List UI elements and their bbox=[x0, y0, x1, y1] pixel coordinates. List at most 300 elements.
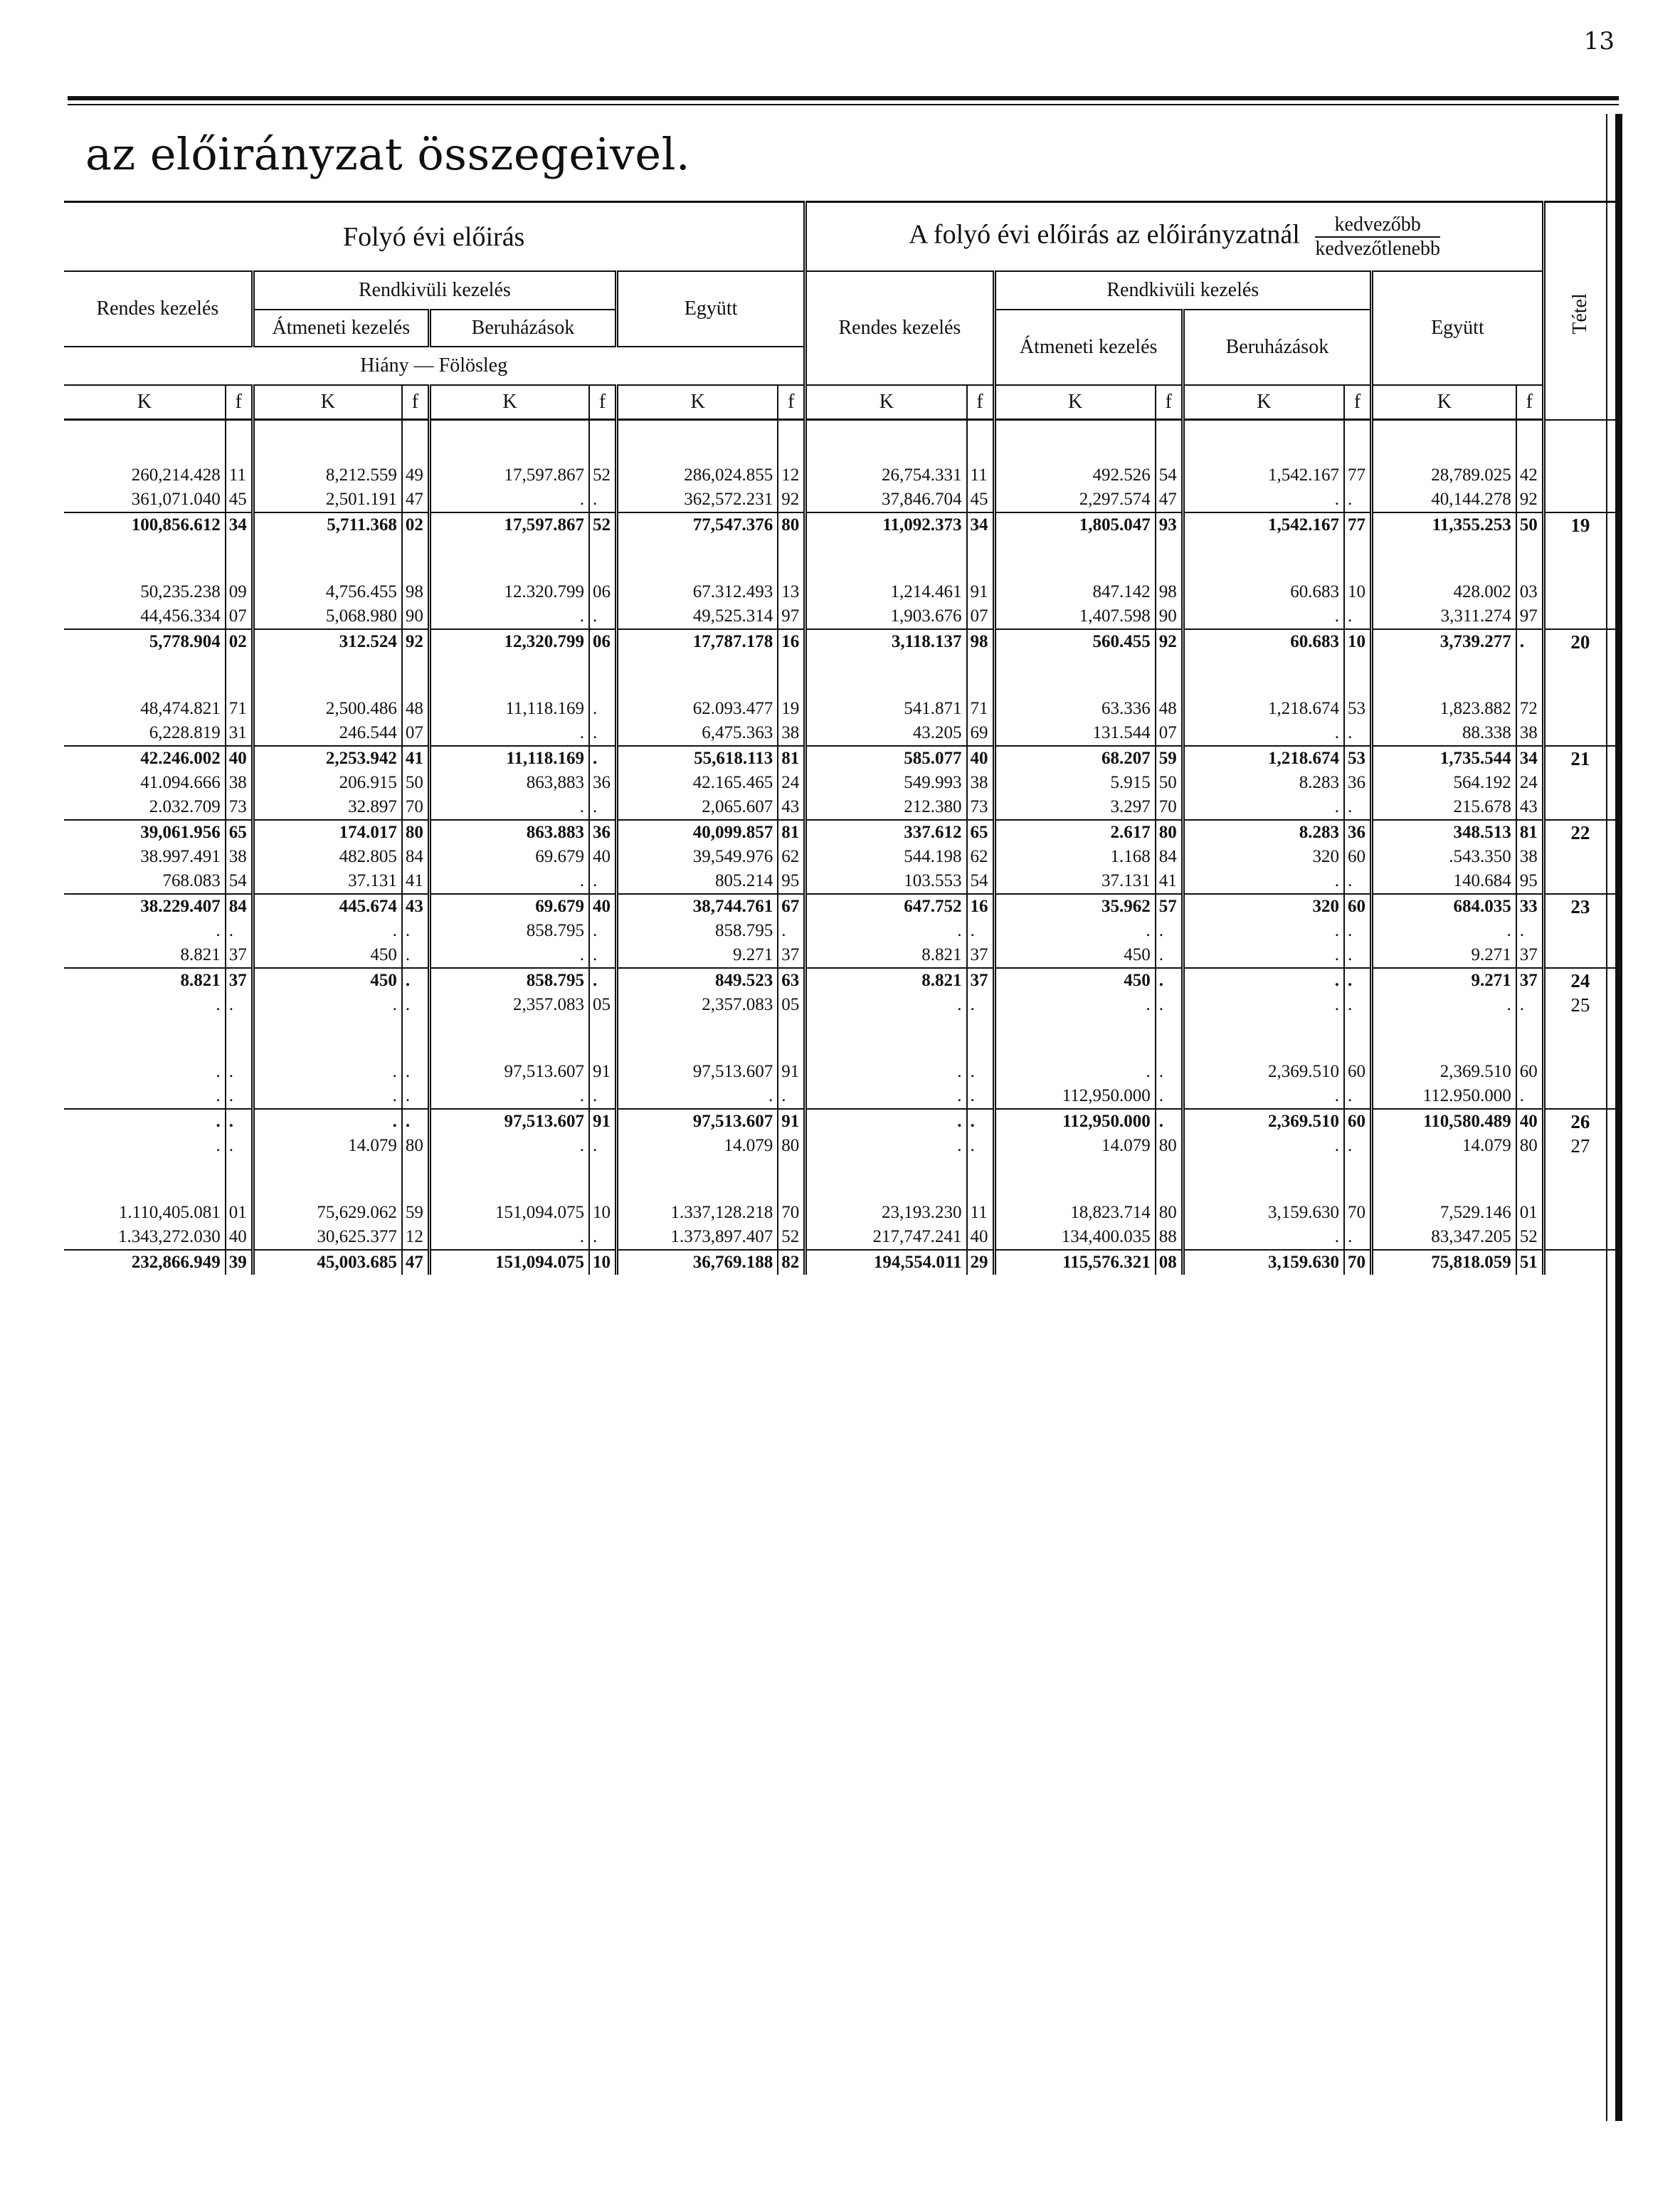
filler-cell: 48 bbox=[402, 697, 430, 721]
korona-cell: 103.553 bbox=[805, 869, 967, 894]
korona-cell: 8.821 bbox=[805, 968, 967, 993]
korona-cell: 112,950.000 bbox=[994, 1084, 1156, 1109]
korona-cell: 112.950.000 bbox=[1372, 1084, 1516, 1109]
filler-cell: 62 bbox=[778, 845, 805, 869]
filler-cell: 47 bbox=[402, 488, 430, 512]
korona-cell: 77,547.376 bbox=[617, 512, 778, 537]
korona-cell: 2,369.510 bbox=[1372, 1060, 1516, 1084]
korona-cell: 544.198 bbox=[805, 845, 967, 869]
korona-cell: 88.338 bbox=[1372, 721, 1516, 746]
unit-K: K bbox=[1183, 385, 1344, 420]
tetel-cell bbox=[1543, 488, 1615, 512]
korona-cell: 320 bbox=[1183, 845, 1344, 869]
spacer-cell bbox=[64, 654, 226, 697]
filler-cell: 54 bbox=[967, 869, 995, 894]
filler-cell: . bbox=[778, 919, 805, 943]
korona-cell: 8.821 bbox=[64, 968, 226, 993]
korona-cell: 8.821 bbox=[805, 943, 967, 968]
spacer-cell bbox=[967, 654, 995, 697]
filler-cell: 03 bbox=[1516, 580, 1544, 604]
korona-cell: 5,778.904 bbox=[64, 629, 226, 654]
total-row bbox=[64, 968, 1615, 993]
total-row bbox=[64, 629, 1615, 654]
spacer-cell bbox=[402, 537, 430, 580]
table-row bbox=[64, 869, 1615, 894]
filler-cell: . bbox=[402, 919, 430, 943]
filler-cell: 10 bbox=[589, 1201, 617, 1225]
spacer-cell bbox=[1543, 1017, 1615, 1060]
tetel-cell: 23 bbox=[1543, 894, 1615, 919]
filler-cell: . bbox=[967, 1109, 995, 1134]
korona-cell: 83,347.205 bbox=[1372, 1225, 1516, 1250]
table-row bbox=[64, 993, 1615, 1017]
spacer-cell bbox=[805, 1158, 967, 1201]
filler-cell: 80 bbox=[1516, 1134, 1544, 1158]
unit-K: K bbox=[805, 385, 967, 420]
korona-cell: 48,474.821 bbox=[140, 699, 221, 718]
spacer-cell bbox=[429, 420, 589, 464]
filler-cell: 63 bbox=[778, 968, 805, 993]
spacer-cell bbox=[226, 537, 253, 580]
spacer-cell bbox=[617, 654, 778, 697]
korona-cell: 134,400.035 bbox=[994, 1225, 1156, 1250]
korona-cell: 63.336 bbox=[994, 697, 1156, 721]
korona-cell: 450 bbox=[253, 968, 402, 993]
spacer-cell bbox=[805, 420, 967, 464]
filler-cell: 70 bbox=[1156, 795, 1183, 820]
spacer-cell bbox=[253, 1158, 402, 1201]
filler-cell: 43 bbox=[402, 894, 430, 919]
filler-cell: 81 bbox=[778, 746, 805, 771]
korona-cell: . bbox=[253, 1109, 402, 1134]
spacer-cell bbox=[1156, 1158, 1183, 1201]
korona-cell: 2,369.510 bbox=[1183, 1109, 1344, 1134]
korona-cell: . bbox=[1183, 869, 1344, 894]
filler-cell: 40 bbox=[967, 746, 995, 771]
spacer-cell bbox=[226, 1158, 253, 1201]
filler-cell: 90 bbox=[402, 604, 430, 629]
korona-cell: 445.674 bbox=[253, 894, 402, 919]
table-row bbox=[64, 919, 1615, 943]
spacer-cell bbox=[778, 1017, 805, 1060]
unit-K: K bbox=[64, 385, 226, 420]
unit-f: f bbox=[967, 385, 995, 420]
korona-cell: 174.017 bbox=[253, 820, 402, 845]
filler-cell: 84 bbox=[226, 894, 253, 919]
korona-cell: 17,597.867 bbox=[429, 512, 589, 537]
korona-cell: 40,144.278 bbox=[1372, 488, 1516, 512]
table-row bbox=[64, 1134, 1615, 1158]
korona-cell: 7,529.146 bbox=[1372, 1201, 1516, 1225]
korona-cell: 428.002 bbox=[1372, 580, 1516, 604]
spacer-cell bbox=[429, 1017, 589, 1060]
table-row bbox=[64, 795, 1615, 820]
unit-f: f bbox=[1344, 385, 1372, 420]
tetel-cell bbox=[1543, 869, 1615, 894]
page-heading: az előirányzat összegeivel. bbox=[85, 128, 691, 180]
filler-cell: 62 bbox=[967, 845, 995, 869]
spacer-cell bbox=[1156, 537, 1183, 580]
spacer-cell bbox=[429, 1158, 589, 1201]
filler-cell: 41 bbox=[402, 746, 430, 771]
filler-cell: 36 bbox=[589, 771, 617, 795]
table-row bbox=[64, 463, 1615, 488]
page-number: 13 bbox=[1583, 27, 1615, 56]
spacer-cell bbox=[253, 537, 402, 580]
filler-cell: . bbox=[589, 1225, 617, 1250]
korona-cell: 11,118.169 bbox=[429, 697, 589, 721]
filler-cell: 50 bbox=[1156, 771, 1183, 795]
korona-cell: 863,883 bbox=[429, 771, 589, 795]
filler-cell: 01 bbox=[226, 1201, 253, 1225]
korona-cell: 585.077 bbox=[805, 746, 967, 771]
unit-f: f bbox=[778, 385, 805, 420]
filler-cell: . bbox=[589, 604, 617, 629]
tetel-cell bbox=[1543, 697, 1615, 721]
header-compare bbox=[805, 202, 1544, 272]
header-egyutt-2: Együtt bbox=[1372, 271, 1544, 385]
spacer-cell bbox=[1516, 420, 1544, 464]
spacer-row bbox=[64, 420, 1615, 464]
korona-cell: 5,068.980 bbox=[253, 604, 402, 629]
korona-cell: 1.337,128.218 bbox=[617, 1201, 778, 1225]
filler-cell: 05 bbox=[778, 993, 805, 1017]
korona-cell: 206.915 bbox=[253, 771, 402, 795]
spacer-row bbox=[64, 1158, 1615, 1201]
korona-cell: 100,856.612 bbox=[64, 512, 226, 537]
filler-cell: . bbox=[1344, 1084, 1372, 1109]
spacer-cell bbox=[1183, 420, 1344, 464]
filler-cell: 92 bbox=[778, 488, 805, 512]
korona-cell: 12,320.799 bbox=[429, 629, 589, 654]
header-compare-label: A folyó évi előirás az előirányzatnál bbox=[909, 219, 1300, 250]
spacer-cell bbox=[253, 420, 402, 464]
filler-cell: . bbox=[402, 1060, 430, 1084]
spacer-cell bbox=[64, 420, 226, 464]
unit-K: K bbox=[429, 385, 589, 420]
filler-cell: 65 bbox=[967, 820, 995, 845]
filler-cell: 73 bbox=[226, 795, 253, 820]
korona-cell: . bbox=[216, 1086, 221, 1105]
korona-cell: . bbox=[805, 1134, 967, 1158]
header-hiany-folosleg: Hiány — Fölösleg bbox=[64, 347, 805, 385]
filler-cell: 38 bbox=[226, 845, 253, 869]
filler-cell: 81 bbox=[1516, 820, 1544, 845]
filler-cell: 81 bbox=[778, 820, 805, 845]
korona-cell: 14.079 bbox=[617, 1134, 778, 1158]
filler-cell: 53 bbox=[1344, 746, 1372, 771]
korona-cell: . bbox=[253, 1084, 402, 1109]
filler-cell: . bbox=[226, 993, 253, 1017]
filler-cell: 31 bbox=[226, 721, 253, 746]
spacer-cell bbox=[994, 420, 1156, 464]
spacer-cell bbox=[226, 420, 253, 464]
filler-cell: 95 bbox=[1516, 869, 1544, 894]
spacer-cell bbox=[64, 1017, 226, 1060]
spacer-row bbox=[64, 654, 1615, 697]
spacer-cell bbox=[1344, 654, 1372, 697]
korona-cell: 1,542.167 bbox=[1183, 463, 1344, 488]
tetel-cell bbox=[1543, 795, 1615, 820]
korona-cell: 12.320.799 bbox=[429, 580, 589, 604]
filler-cell: 70 bbox=[1344, 1201, 1372, 1225]
filler-cell: . bbox=[1344, 1225, 1372, 1250]
filler-cell: . bbox=[589, 869, 617, 894]
filler-cell: 47 bbox=[1156, 488, 1183, 512]
korona-cell: 39,061.956 bbox=[64, 820, 226, 845]
korona-cell: 37.131 bbox=[994, 869, 1156, 894]
spacer-cell bbox=[778, 420, 805, 464]
korona-cell: . bbox=[253, 993, 402, 1017]
filler-cell: . bbox=[226, 1060, 253, 1084]
korona-cell: 97,513.607 bbox=[617, 1109, 778, 1134]
filler-cell: 11 bbox=[967, 1201, 995, 1225]
filler-cell: 98 bbox=[967, 629, 995, 654]
table-row bbox=[64, 1225, 1615, 1250]
filler-cell: 52 bbox=[1516, 1225, 1544, 1250]
filler-cell: 72 bbox=[1516, 697, 1544, 721]
filler-cell: 07 bbox=[226, 604, 253, 629]
spacer-cell bbox=[1183, 537, 1344, 580]
filler-cell: . bbox=[589, 721, 617, 746]
tetel-cell: 20 bbox=[1543, 629, 1615, 654]
spacer-cell bbox=[1516, 1017, 1544, 1060]
korona-cell: 312.524 bbox=[253, 629, 402, 654]
korona-cell: 4,756.455 bbox=[253, 580, 402, 604]
tetel-cell bbox=[1543, 845, 1615, 869]
filler-cell: . bbox=[226, 1109, 253, 1134]
filler-cell: 98 bbox=[402, 580, 430, 604]
korona-cell: 75,629.062 bbox=[253, 1201, 402, 1225]
korona-cell: 38.229.407 bbox=[64, 894, 226, 919]
filler-cell: 80 bbox=[778, 512, 805, 537]
korona-cell: 3,739.277 bbox=[1372, 629, 1516, 654]
spacer-cell bbox=[589, 654, 617, 697]
spacer-cell bbox=[1516, 654, 1544, 697]
korona-cell: 14.079 bbox=[253, 1134, 402, 1158]
filler-cell: . bbox=[1344, 919, 1372, 943]
header-fraction bbox=[1315, 214, 1440, 261]
table-row bbox=[64, 580, 1615, 604]
filler-cell: . bbox=[1156, 1109, 1183, 1134]
korona-cell: 37,846.704 bbox=[805, 488, 967, 512]
header-atmeneti-2: Átmeneti kezelés bbox=[994, 310, 1183, 385]
filler-cell: 11 bbox=[967, 463, 995, 488]
korona-cell: . bbox=[994, 1060, 1156, 1084]
filler-cell: 38 bbox=[226, 771, 253, 795]
filler-cell: 50 bbox=[1516, 512, 1544, 537]
filler-cell: 45 bbox=[226, 488, 253, 512]
korona-cell: 55,618.113 bbox=[617, 746, 778, 771]
filler-cell: . bbox=[402, 968, 430, 993]
filler-cell: . bbox=[967, 993, 995, 1017]
filler-cell: 10 bbox=[1344, 629, 1372, 654]
korona-cell: 97,513.607 bbox=[429, 1109, 589, 1134]
spacer-cell bbox=[778, 654, 805, 697]
spacer-cell bbox=[1156, 420, 1183, 464]
spacer-cell bbox=[1372, 654, 1516, 697]
korona-cell: 14.079 bbox=[1372, 1134, 1516, 1158]
unit-K: K bbox=[253, 385, 402, 420]
korona-cell: 151,094.075 bbox=[429, 1201, 589, 1225]
filler-cell: . bbox=[1344, 869, 1372, 894]
korona-cell: . bbox=[805, 1060, 967, 1084]
spacer-cell bbox=[805, 1017, 967, 1060]
korona-cell: 232,866.949 bbox=[64, 1250, 226, 1275]
filler-cell: 47 bbox=[402, 1250, 430, 1275]
filler-cell: . bbox=[1156, 1084, 1183, 1109]
filler-cell: . bbox=[1516, 993, 1544, 1017]
header-rendkivuli-1: Rendkivüli kezelés bbox=[253, 271, 616, 310]
korona-cell: 28,789.025 bbox=[1372, 463, 1516, 488]
filler-cell: 07 bbox=[402, 721, 430, 746]
filler-cell: 88 bbox=[1156, 1225, 1183, 1250]
filler-cell: 80 bbox=[1156, 1201, 1183, 1225]
filler-cell: . bbox=[589, 943, 617, 968]
filler-cell: 40 bbox=[226, 746, 253, 771]
filler-cell: . bbox=[1344, 795, 1372, 820]
spacer-cell bbox=[778, 1158, 805, 1201]
filler-cell: 67 bbox=[778, 894, 805, 919]
filler-cell: 43 bbox=[1516, 795, 1544, 820]
filler-cell: . bbox=[1344, 604, 1372, 629]
korona-cell: 30,625.377 bbox=[253, 1225, 402, 1250]
header-kedvezobb: kedvezőbb bbox=[1315, 214, 1440, 238]
korona-cell: 23,193.230 bbox=[805, 1201, 967, 1225]
korona-cell: 858.795 bbox=[429, 919, 589, 943]
spacer-cell bbox=[805, 654, 967, 697]
korona-cell: 215.678 bbox=[1372, 795, 1516, 820]
spacer-cell bbox=[1344, 1158, 1372, 1201]
table-row bbox=[64, 943, 1615, 968]
filler-cell: 06 bbox=[589, 629, 617, 654]
header-tetel-cell bbox=[1543, 202, 1615, 420]
korona-cell: 17,787.178 bbox=[617, 629, 778, 654]
korona-cell: 805.214 bbox=[617, 869, 778, 894]
spacer-cell bbox=[994, 1158, 1156, 1201]
korona-cell: 49,525.314 bbox=[617, 604, 778, 629]
filler-cell: 59 bbox=[1156, 746, 1183, 771]
spacer-cell bbox=[1372, 1158, 1516, 1201]
korona-cell: 286,024.855 bbox=[617, 463, 778, 488]
korona-cell: . bbox=[64, 1109, 226, 1134]
korona-cell: 450 bbox=[253, 943, 402, 968]
korona-cell: . bbox=[216, 995, 221, 1014]
korona-cell: . bbox=[429, 604, 589, 629]
spacer-cell bbox=[1344, 537, 1372, 580]
spacer-cell bbox=[994, 1017, 1156, 1060]
filler-cell: 24 bbox=[1516, 771, 1544, 795]
filler-cell: 92 bbox=[402, 629, 430, 654]
korona-cell: 62.093.477 bbox=[617, 697, 778, 721]
spacer-cell bbox=[1344, 420, 1372, 464]
korona-cell: 6,475.363 bbox=[617, 721, 778, 746]
korona-cell: 45,003.685 bbox=[253, 1250, 402, 1275]
table-row bbox=[64, 488, 1615, 512]
korona-cell: . bbox=[429, 488, 589, 512]
korona-cell: 11,118.169 bbox=[429, 746, 589, 771]
spacer-cell bbox=[402, 1158, 430, 1201]
filler-cell: 84 bbox=[402, 845, 430, 869]
korona-cell: . bbox=[1183, 1225, 1344, 1250]
korona-cell: 3,159.630 bbox=[1183, 1250, 1344, 1275]
korona-cell: . bbox=[429, 1225, 589, 1250]
filler-cell: 05 bbox=[589, 993, 617, 1017]
filler-cell: 93 bbox=[1156, 512, 1183, 537]
korona-cell: 110,580.489 bbox=[1372, 1109, 1516, 1134]
spacer-cell bbox=[226, 654, 253, 697]
korona-cell: 39,549.976 bbox=[617, 845, 778, 869]
filler-cell: 52 bbox=[778, 1225, 805, 1250]
filler-cell: . bbox=[967, 1084, 995, 1109]
spacer-cell bbox=[64, 1158, 226, 1201]
spacer-cell bbox=[1183, 654, 1344, 697]
korona-cell: 37.131 bbox=[253, 869, 402, 894]
filler-cell: . bbox=[1156, 943, 1183, 968]
tetel-cell bbox=[1543, 943, 1615, 968]
korona-cell: 1.373,897.407 bbox=[617, 1225, 778, 1250]
table-row bbox=[64, 771, 1615, 795]
korona-cell: 1,542.167 bbox=[1183, 512, 1344, 537]
filler-cell: 80 bbox=[1156, 1134, 1183, 1158]
filler-cell: 41 bbox=[1156, 869, 1183, 894]
korona-cell: . bbox=[1372, 919, 1516, 943]
filler-cell: 71 bbox=[967, 697, 995, 721]
unit-K: K bbox=[617, 385, 778, 420]
filler-cell: 13 bbox=[778, 580, 805, 604]
filler-cell: 91 bbox=[778, 1060, 805, 1084]
korona-cell: 151,094.075 bbox=[429, 1250, 589, 1275]
korona-cell: 44,456.334 bbox=[140, 606, 221, 626]
unit-f: f bbox=[1156, 385, 1183, 420]
filler-cell: . bbox=[1344, 943, 1372, 968]
filler-cell: . bbox=[226, 1134, 253, 1158]
korona-cell: 40,099.857 bbox=[617, 820, 778, 845]
filler-cell: 12 bbox=[402, 1225, 430, 1250]
spacer-cell bbox=[1156, 1017, 1183, 1060]
tetel-cell: 26 bbox=[1543, 1109, 1615, 1134]
korona-cell: . bbox=[429, 1084, 589, 1109]
spacer-cell bbox=[994, 537, 1156, 580]
tetel-cell bbox=[1543, 580, 1615, 604]
filler-cell: . bbox=[589, 697, 617, 721]
filler-cell: 91 bbox=[967, 580, 995, 604]
table-row bbox=[64, 721, 1615, 746]
filler-cell: 40 bbox=[226, 1225, 253, 1250]
unit-f: f bbox=[402, 385, 430, 420]
tetel-cell bbox=[1543, 1084, 1615, 1109]
filler-cell: 80 bbox=[402, 820, 430, 845]
total-row bbox=[64, 820, 1615, 845]
header-folyo-evi: Folyó évi előirás bbox=[64, 202, 805, 272]
korona-cell: 50,235.238 bbox=[140, 582, 221, 601]
korona-cell: 212.380 bbox=[805, 795, 967, 820]
filler-cell: . bbox=[589, 488, 617, 512]
filler-cell: . bbox=[402, 1109, 430, 1134]
filler-cell: 37 bbox=[778, 943, 805, 968]
korona-cell: 564.192 bbox=[1372, 771, 1516, 795]
filler-cell: 37 bbox=[967, 943, 995, 968]
spacer-cell bbox=[1543, 420, 1615, 464]
filler-cell: 36 bbox=[1344, 771, 1372, 795]
spacer-cell bbox=[1543, 654, 1615, 697]
korona-cell: 549.993 bbox=[805, 771, 967, 795]
spacer-cell bbox=[64, 537, 226, 580]
filler-cell: 92 bbox=[1156, 629, 1183, 654]
korona-cell: 2,357.083 bbox=[429, 993, 589, 1017]
filler-cell: 41 bbox=[402, 869, 430, 894]
korona-cell: 260,214.428 bbox=[131, 465, 221, 485]
